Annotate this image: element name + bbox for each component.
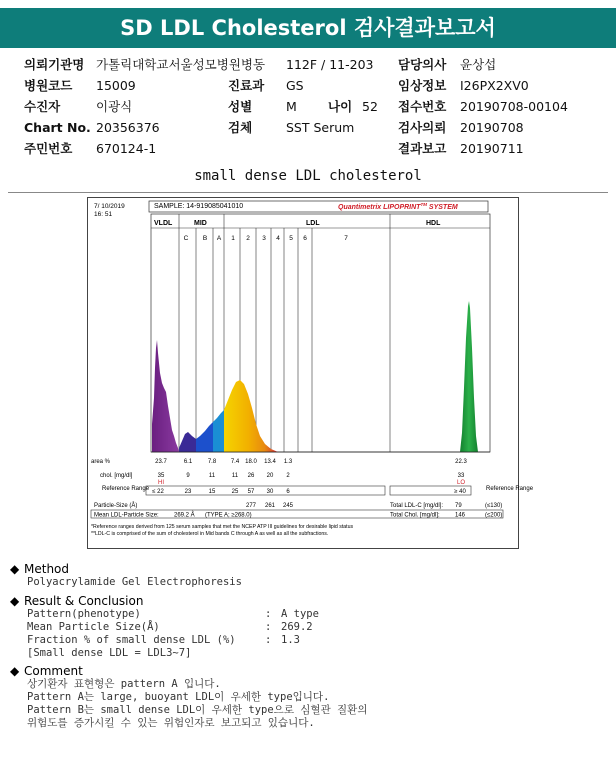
info-label: 검사의뢰 (398, 120, 447, 135)
band-label: 3 (262, 235, 266, 242)
info-value: 20190708-00104 (460, 99, 568, 114)
row-label-size: Particle-Size (Å) (94, 503, 138, 509)
mean-size-value: 269.2 Å (174, 512, 195, 519)
mid-c-band (179, 432, 196, 452)
total-ldl-value: 79 (455, 503, 462, 509)
ref-label-right: Reference Range (486, 486, 534, 492)
info-row (24, 75, 608, 96)
mid-a-band (213, 410, 224, 452)
mean-size-type: (TYPE A; ≥268.0) (205, 512, 252, 519)
chol-mida: 11 (231, 473, 239, 479)
comment-line: 위험도를 증가시킬 수 있는 위험인자로 보고되고 있습니다. (27, 717, 315, 729)
plot-frame (151, 214, 490, 452)
mid-b-band (196, 422, 213, 452)
band-labels (184, 235, 349, 242)
hdl-peak (460, 301, 478, 452)
chol-midc: 9 (186, 473, 190, 479)
figure-date: 7/ 10/2019 (94, 203, 125, 210)
total-chol-value: 146 (455, 512, 466, 519)
area-row (91, 459, 467, 465)
area-ldl1: 18.0 (245, 459, 257, 465)
info-value: 가톨릭대학교서울성모병원병동 (96, 57, 266, 72)
region-mid: MID (194, 220, 207, 227)
ref-midc: 23 (184, 489, 192, 495)
band-label: 1 (231, 235, 235, 242)
info-value: 670124-1 (96, 141, 157, 156)
chol-ldl2: 20 (266, 473, 274, 479)
chol-hdl: 33 (457, 473, 465, 479)
info-value: 20190708 (460, 120, 524, 135)
ref-box-left (146, 486, 385, 495)
footnote-1: *Reference ranges derived from 125 serum samples that met the NCEP ATP III guidelines for desirable lipid status (91, 524, 354, 530)
comment-line: Pattern A는 large, buoyant LDL이 우세한 type입니다. (27, 691, 330, 703)
sample-id: SAMPLE: 14-919085041010 (154, 203, 244, 210)
band-label: A (216, 235, 222, 242)
diamond-icon: ◆ (10, 664, 20, 678)
band-label: C (183, 235, 189, 242)
info-label: 접수번호 (398, 99, 447, 114)
info-label: 병원코드 (24, 78, 73, 93)
comment-line: Pattern B는 small dense LDL이 우세한 type으로 심혈관 질환의 (27, 704, 368, 716)
method-text: Polyacrylamide Gel Electrophoresis (27, 576, 242, 588)
ref-ldl1: 57 (247, 489, 255, 495)
info-value: M (286, 99, 297, 114)
row-label-chol: chol. [mg/dl] (100, 473, 133, 479)
region-ldl: LDL (306, 220, 320, 227)
result-row: Fraction % of small dense LDL (%) : 1.3 (27, 634, 300, 646)
result-row: Mean Particle Size(Å) : 269.2 (27, 621, 313, 633)
info-value: 112F / 11-203 (286, 57, 374, 72)
info-value: 15009 (96, 78, 136, 93)
info-label: 진료과 (228, 78, 265, 93)
chol-ldl3: 2 (286, 473, 290, 479)
vldl-peak (152, 340, 179, 452)
chol-ldl1: 26 (247, 473, 255, 479)
info-value: 윤상섭 (460, 57, 497, 72)
ref-ldl2: 30 (266, 489, 274, 495)
report-title: SD LDL Cholesterol 검사결과보고서 (0, 8, 616, 48)
diamond-icon: ◆ (10, 562, 20, 576)
area-mida: 7.4 (230, 459, 240, 465)
result-row: Pattern(phenotype) : A type (27, 608, 319, 620)
diamond-icon: ◆ (10, 594, 20, 608)
size-ldl2: 261 (264, 503, 276, 509)
brand-logo: Quantimetrix LIPOPRINT™ SYSTEM (338, 202, 458, 211)
band-label: 4 (276, 235, 280, 242)
ref-vldl: ≤ 22 (152, 489, 164, 495)
size-ldl1: 277 (245, 503, 257, 509)
age-value: 52 (362, 99, 378, 114)
ldl-peak (224, 380, 278, 452)
result-heading: ◆ Result & Conclusion (10, 594, 144, 608)
info-label: 결과보고 (398, 141, 447, 156)
info-value: I26PX2XV0 (460, 78, 529, 93)
report-body (10, 560, 610, 730)
section-divider (8, 192, 608, 193)
info-label: 담당의사 (398, 57, 447, 72)
flag-lo: LO (456, 480, 466, 486)
total-ldl-ref: (≤130) (485, 503, 503, 509)
chol-midb: 11 (208, 473, 216, 479)
size-row (246, 503, 294, 509)
info-label: 수진자 (24, 99, 61, 114)
info-value: 이광식 (96, 99, 133, 114)
band-dividers (151, 214, 490, 452)
row-label-area: area % (91, 459, 111, 465)
area-hdl: 22.3 (455, 459, 467, 465)
size-ldl3: 245 (282, 503, 294, 509)
section-title: small dense LDL cholesterol (194, 168, 422, 184)
ref-hdl: ≥ 40 (454, 489, 466, 495)
chol-row (100, 473, 465, 486)
area-midc: 6.1 (183, 459, 193, 465)
info-value: 20190711 (460, 141, 524, 156)
info-value: 20356376 (96, 120, 160, 135)
total-ldl-label: Total LDL-C [mg/dl]: (390, 503, 444, 509)
info-label: 의뢰기관명 (24, 57, 85, 72)
info-value: GS (286, 78, 304, 93)
info-row (24, 138, 608, 159)
comment-line: 상기환자 표현형은 pattern A 입니다. (27, 678, 221, 690)
info-label: 주민번호 (24, 141, 73, 156)
totals (390, 503, 502, 519)
figure-time: 16: 51 (94, 211, 113, 218)
band-label: B (202, 235, 208, 242)
info-row (24, 96, 608, 117)
flag-hi: HI (158, 480, 164, 486)
region-vldl: VLDL (154, 220, 173, 227)
area-midb: 7.8 (207, 459, 217, 465)
ref-ldl3: 6 (286, 489, 290, 495)
ref-mida: 25 (231, 489, 239, 495)
info-label: 성별 (228, 99, 253, 114)
band-label: 6 (303, 235, 307, 242)
band-label: 7 (344, 235, 348, 242)
ref-row (152, 489, 466, 495)
info-label: 임상정보 (398, 78, 447, 93)
lipoprint-figure (87, 197, 534, 549)
ref-midb: 15 (208, 489, 216, 495)
total-chol-ref: (≤200) (485, 512, 503, 519)
region-hdl: HDL (426, 220, 441, 227)
chol-vldl: 35 (157, 473, 165, 479)
footnote-2: **LDL-C is comprised of the sum of cholesterol in Mid bands C through A as well as all the subfractions. (91, 531, 329, 537)
mean-size-label: Mean LDL-Particle Size: (94, 512, 159, 519)
patient-info (24, 54, 608, 159)
info-row (24, 117, 608, 138)
total-chol-label: Total Chol. [mg/dl]: (390, 512, 440, 519)
info-value: SST Serum (286, 120, 355, 135)
result-note: [Small dense LDL = LDL3~7] (27, 647, 192, 659)
area-ldl2: 13.4 (264, 459, 276, 465)
info-row (24, 54, 608, 75)
method-heading: ◆ Method (10, 562, 70, 576)
info-label: 검체 (228, 120, 253, 135)
comment-heading: ◆ Comment (10, 664, 83, 678)
band-label: 5 (289, 235, 293, 242)
electrophoresis-plot (88, 198, 534, 548)
age-label: 나이 (328, 99, 353, 114)
area-ldl3: 1.3 (283, 459, 293, 465)
band-label: 2 (246, 235, 250, 242)
area-vldl: 23.7 (155, 459, 167, 465)
row-label-ref: Reference Range (102, 486, 150, 492)
info-label: Chart No. (24, 120, 91, 135)
